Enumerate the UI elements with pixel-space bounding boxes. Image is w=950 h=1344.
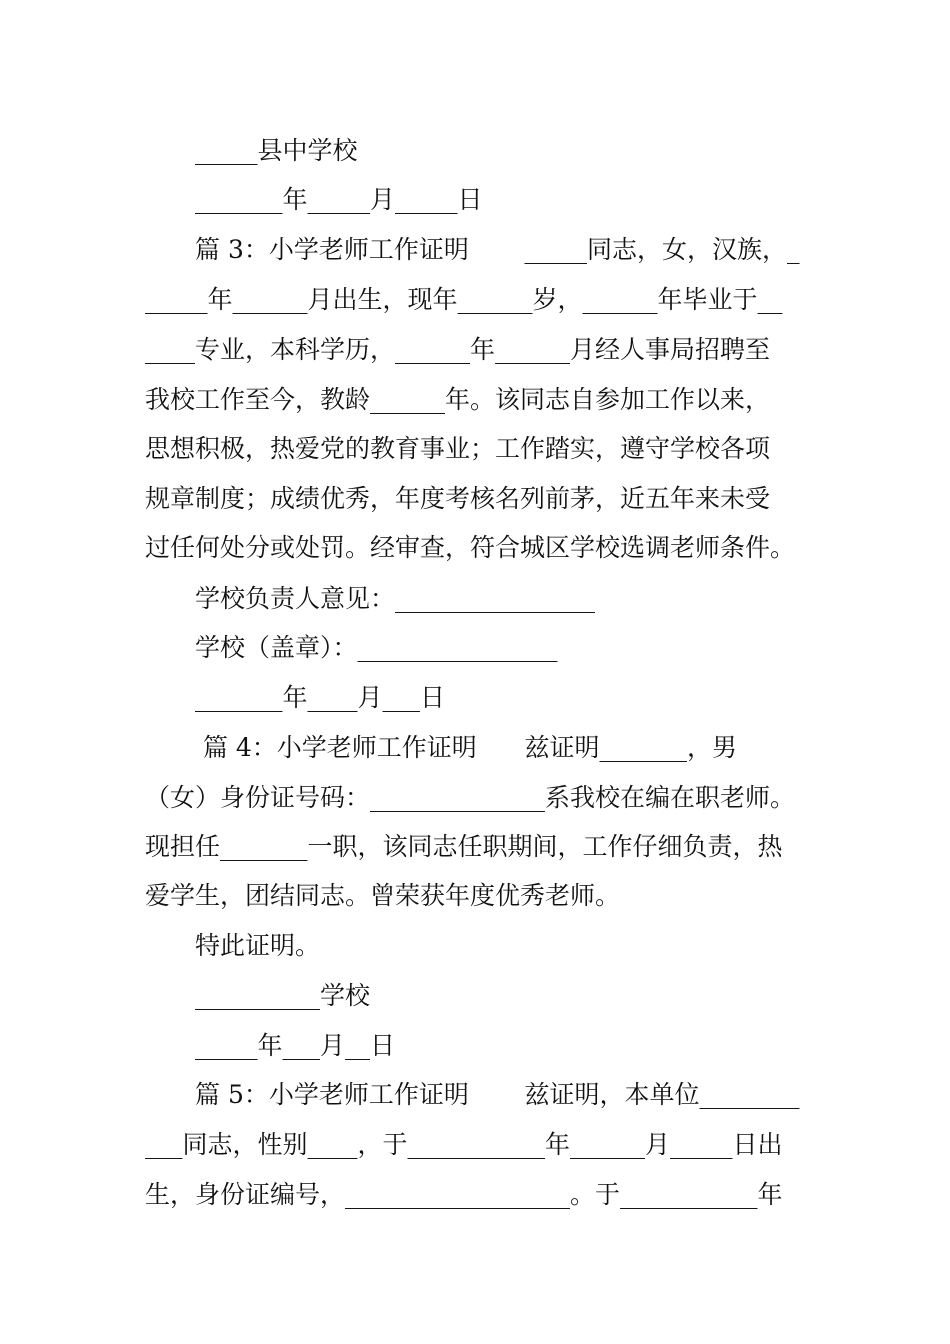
school-seal-line: 学校（盖章）：________________ [195,633,558,662]
paragraph-line: 思想积极，热爱党的教育事业；工作踏实，遵守学校各项 [145,434,771,463]
paragraph-line: ____专业，本科学历，______年______月经人事局招聘至 [145,335,771,364]
date-line: _______年_____月_____日 [195,185,483,214]
paragraph-line: _____年______月出生，现年______岁，______年毕业于__ [145,285,783,314]
paragraph-line: 爱学生，团结同志。曾荣获年度优秀老师。 [145,881,621,910]
paragraph-line: 现担任_______一职，该同志任职期间，工作仔细负责，热 [145,832,783,861]
paragraph-line: 我校工作至今，教龄______年。该同志自参加工作以来， [145,385,771,414]
paragraph-line: 规章制度；成绩优秀，年度考核名列前茅，近五年来未受 [145,484,771,513]
paragraph-line: 过任何处分或处罚。经审查，符合城区学校选调老师条件。 [145,533,796,562]
paragraph-line: 生，身份证编号，__________________。于___________年 [145,1180,783,1209]
paragraph-line: （女）身份证号码：______________系我校在编在职老师。 [145,783,796,812]
paragraph-line: ___同志，性别____，于___________年______月_____日出 [145,1130,783,1159]
school-signature-line: __________学校 [195,981,371,1010]
certify-line: 特此证明。 [195,931,321,960]
date-line: _____年___月__日 [195,1031,396,1060]
section-3-heading-line: 篇 3：小学老师工作证明 _____同志，女，汉族，_ [195,235,800,264]
school-name-line: _____县中学校 [195,136,358,165]
section-4-heading-line: 篇 4：小学老师工作证明 兹证明_______，男 [195,733,737,762]
section-5-heading-line: 篇 5：小学老师工作证明 兹证明，本单位________ [195,1080,800,1109]
date-line: _______年____月___日 [195,683,446,712]
principal-opinion-line: 学校负责人意见：________________ [195,584,596,613]
